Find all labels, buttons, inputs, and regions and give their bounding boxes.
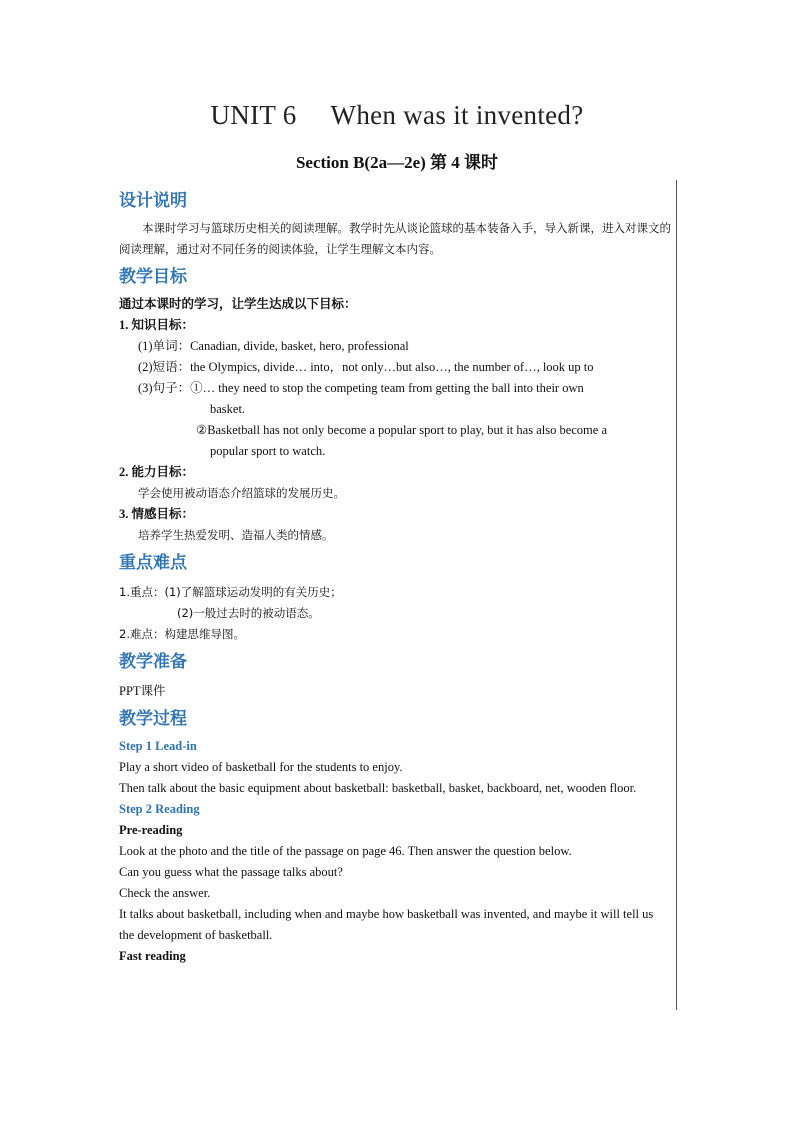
keypoints-heading: 重点难点 [119, 553, 187, 573]
goals-intro: 通过本课时的学习，让学生达成以下目标： [119, 297, 357, 311]
table-border-right [676, 180, 677, 1010]
knowledge-sentence-1 [119, 378, 671, 399]
knowledge-words: (1)单词：Canadian, divide, basket, hero, professional [138, 339, 409, 353]
knowledge-phrases: (2)短语：the Olympics, divide… into，not only…but also…, the number of…, look up to [138, 360, 594, 374]
key-point-1: 1.重点：(1)了解篮球运动发明的有关历史； [119, 585, 342, 599]
design-text: 本课时学习与篮球历史相关的阅读理解。教学时先从谈论篮球的基本装备入手，导入新课，进入对课文的阅读理解，通过对不同任务的阅读体验，让学生理解文本内容。 [119, 221, 671, 256]
pre-reading-line-4: It talks about basketball, including when and maybe how basketball was invented, and maybe it will tell us the development of basketball. [119, 907, 654, 942]
process-heading: 教学过程 [119, 709, 187, 729]
unit-title [0, 100, 794, 131]
goals-heading: 教学目标 [119, 267, 187, 287]
step-1-label: Step 1 Lead-in [119, 739, 197, 753]
step-1-line-2: Then talk about the basic equipment about basketball: basketball, basket, backboard, net, wooden floor. [119, 781, 637, 795]
step-2-label: Step 2 Reading [119, 802, 200, 816]
sentence-1-text: ①… they need to stop the competing team from getting the ball into their own [190, 381, 584, 395]
unit-number: UNIT 6 [210, 100, 297, 130]
prep-heading: 教学准备 [119, 652, 187, 672]
fast-reading-label: Fast reading [119, 949, 186, 963]
sentences-label: (3)句子： [138, 381, 191, 395]
section-title: Section B(2a—2e) 第 4 课时 [295, 153, 499, 172]
knowledge-goal-label: 1. 知识目标： [119, 318, 195, 332]
key-point-2: (2)一般过去时的被动语态。 [177, 606, 320, 620]
difficult-point: 2.难点：构建思维导图。 [119, 627, 245, 641]
knowledge-sentence-2: ②Basketball has not only become a popular sport to play, but it has also become a [196, 423, 607, 437]
pre-reading-line-1: Look at the photo and the title of the passage on page 46. Then answer the question below. [119, 844, 572, 858]
knowledge-sentence-2-cont: popular sport to watch. [210, 444, 326, 458]
pre-reading-line-3: Check the answer. [119, 886, 211, 900]
prep-text: PPT课件 [119, 684, 166, 698]
unit-question: When was it invented? [330, 100, 584, 130]
emotion-goal-text: 培养学生热爱发明、造福人类的情感。 [138, 528, 334, 542]
ability-goal-label: 2. 能力目标： [119, 465, 195, 479]
design-heading: 设计说明 [119, 191, 187, 211]
pre-reading-label: Pre-reading [119, 823, 183, 837]
ability-goal-text: 学会使用被动语态介绍篮球的发展历史。 [138, 486, 345, 500]
pre-reading-line-2: Can you guess what the passage talks about? [119, 865, 343, 879]
knowledge-sentence-1-cont: basket. [210, 402, 246, 416]
lesson-content [119, 186, 671, 967]
step-1-line-1: Play a short video of basketball for the students to enjoy. [119, 760, 403, 774]
emotion-goal-label: 3. 情感目标： [119, 507, 195, 521]
